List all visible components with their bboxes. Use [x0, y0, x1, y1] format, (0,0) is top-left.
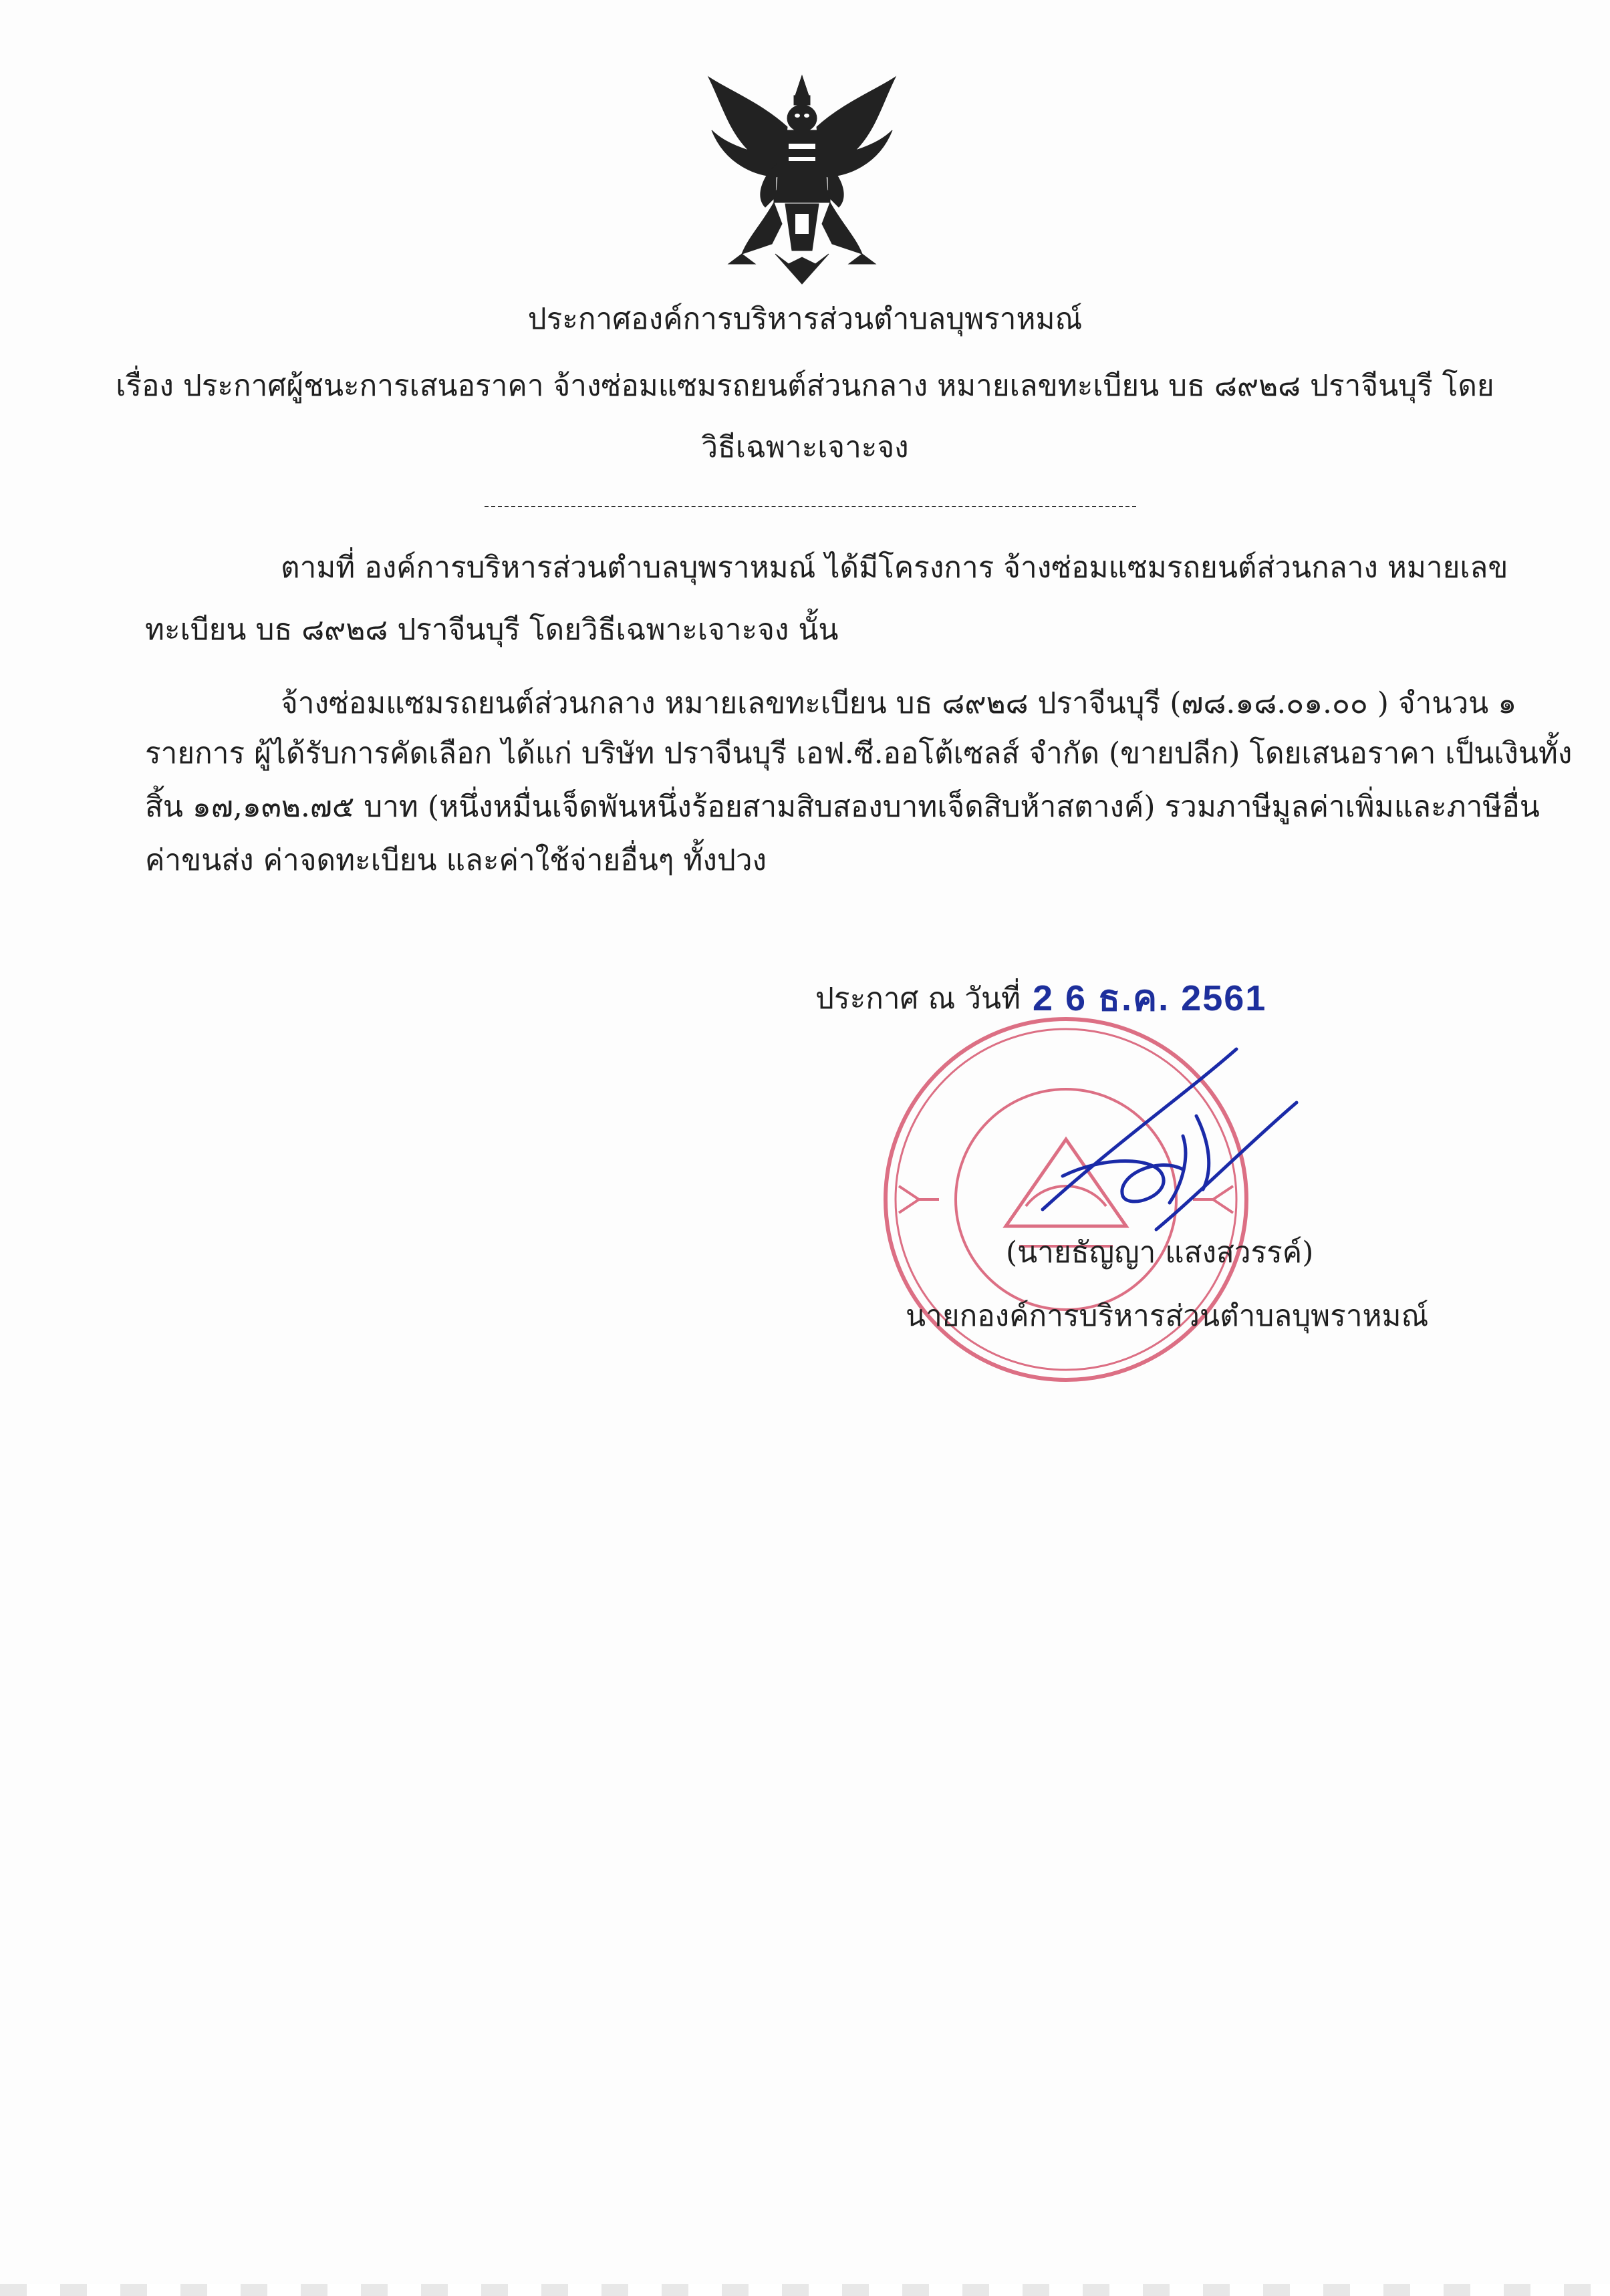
signer-title: นายกองค์การบริหารส่วนตำบลบุพราหมณ์ [906, 1299, 1429, 1333]
announcement-subject-line-2: วิธีเฉพาะเจาะจง [701, 430, 909, 464]
announcement-date-stamp: 2 6 ธ.ค. 2561 [1033, 978, 1267, 1018]
paragraph-1-line-1: ตามที่ องค์การบริหารส่วนตำบลบุพราหมณ์ ได้มีโครงการ จ้างซ่อมแซมรถยนต์ส่วนกลาง หมายเลข [281, 551, 1508, 585]
announcement-date-label: ประกาศ ณ วันที่ [815, 982, 1021, 1016]
announcement-organization-title: ประกาศองค์การบริหารส่วนตำบลบุพราหมณ์ [527, 302, 1083, 336]
announcement-subject-line-1: เรื่อง ประกาศผู้ชนะการเสนอราคา จ้างซ่อมแซมรถยนต์ส่วนกลาง หมายเลขทะเบียน บธ ๘๙๒๘ ปราจีนบุรี โดย [116, 369, 1494, 403]
paragraph-2-line-4: ค่าขนส่ง ค่าจดทะเบียน และค่าใช้จ่ายอื่นๆ ทั้งปวง [145, 843, 767, 877]
garuda-emblem-icon [702, 63, 902, 297]
signer-name: (นายธัญญา แสงสวรรค์) [1006, 1236, 1314, 1270]
scan-edge-noise [0, 2284, 1610, 2296]
signature-icon [1023, 1042, 1303, 1243]
paragraph-2-line-3: สิ้น ๑๗,๑๓๒.๗๕ บาท (หนึ่งหมื่นเจ็ดพันหนึ่งร้อยสามสิบสองบาทเจ็ดสิบห้าสตางค์) รวมภาษีมูลค่าเพิ่มและภาษีอื่น [145, 790, 1540, 824]
paragraph-2-line-2: รายการ ผู้ได้รับการคัดเลือก ได้แก่ บริษัท ปราจีนบุรี เอฟ.ซี.ออโต้เซลส์ จำกัด (ขายปลีก) โดยเสนอราคา เป็นเงินทั้ง [145, 736, 1573, 770]
paragraph-2-line-1: จ้างซ่อมแซมรถยนต์ส่วนกลาง หมายเลขทะเบียน บธ ๘๙๒๘ ปราจีนบุรี (๗๘.๑๘.๐๑.๐๐ ) จำนวน ๑ [281, 686, 1517, 720]
paragraph-1-line-2: ทะเบียน บธ ๘๙๒๘ ปราจีนบุรี โดยวิธีเฉพาะเจาะจง นั้น [145, 613, 839, 647]
section-divider [485, 506, 1136, 507]
